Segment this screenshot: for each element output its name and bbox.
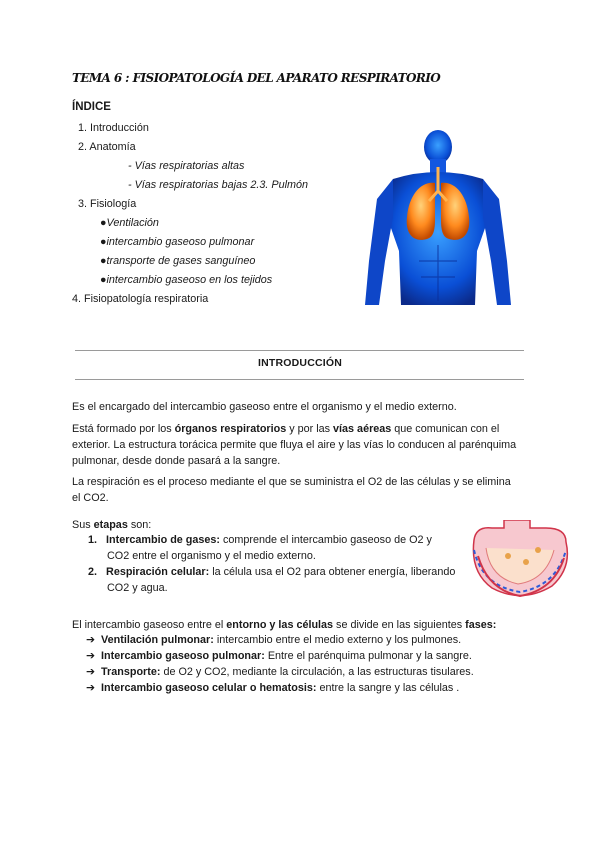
stages-list [88,532,468,596]
arrow-icon: ➔ [86,682,96,694]
list-item: ➔ Intercambio gaseoso celular o hematosis: entre la sangre y las células . [86,682,460,694]
alveolus-illustration [468,520,572,598]
phases-list [86,632,546,696]
arrow-icon: ➔ [86,666,96,678]
respiratory-system-illustration [363,121,513,305]
phases-intro: El intercambio gaseoso entre el entorno y las células se divide en las siguientes fases: [72,619,497,631]
list-item: 2. Respiración celular: la célula usa el O2 para obtener energía, liberando CO2 y agua. [88,566,456,594]
index-item: 3. Fisiología [78,198,137,210]
index-subitem: ●intercambio gaseoso pulmonar [100,236,255,248]
section-heading: INTRODUCCIÓN [257,357,343,369]
list-item: ➔ Transporte: de O2 y CO2, mediante la circulación, a las estructuras tisulares. [86,666,474,678]
index-item: 4. Fisiopatología respiratoria [72,293,209,305]
divider [75,379,524,380]
index-subitem: - Vías respiratorias bajas 2.3. Pulmón [128,179,309,191]
page-title: TEMA 6 : FISIOPATOLOGÍA DEL APARATO RESPIRATORIO [72,71,441,85]
arrow-icon: ➔ [86,650,96,662]
index-subitem: ●intercambio gaseoso en los tejidos [100,274,273,286]
stages-intro: Sus etapas son: [72,519,152,531]
index-subitem: ●Ventilación [100,217,159,229]
list-item: 1. Intercambio de gases: comprende el intercambio gaseoso de O2 y CO2 entre el organismo y el medio externo. [88,534,432,562]
index-subitem: ●transporte de gases sanguíneo [100,255,256,267]
list-item: ➔ Intercambio gaseoso pulmonar: Entre el parénquima pulmonar y la sangre. [86,650,472,662]
index-subitem: - Vías respiratorias altas [128,160,245,172]
index-item: 1. Introducción [78,122,149,134]
paragraph: Está formado por los órganos respiratorios y por las vías aéreas que comunican con el exterior. La estructura torácica permite que fluya el aire y las vías lo conducen al parénquima pulmonar, desde donde pasará a la sangre. [72,423,517,467]
index-heading: ÍNDICE [72,101,111,113]
index-item: 2. Anatomía [78,141,136,153]
paragraph: Es el encargado del intercambio gaseoso entre el organismo y el medio externo. [72,401,457,413]
divider [75,350,524,351]
list-item: ➔ Ventilación pulmonar: intercambio entre el medio externo y los pulmones. [86,634,462,646]
paragraph: La respiración es el proceso mediante el que se suministra el O2 de las células y se elimina el CO2. [72,476,511,504]
arrow-icon: ➔ [86,634,96,646]
